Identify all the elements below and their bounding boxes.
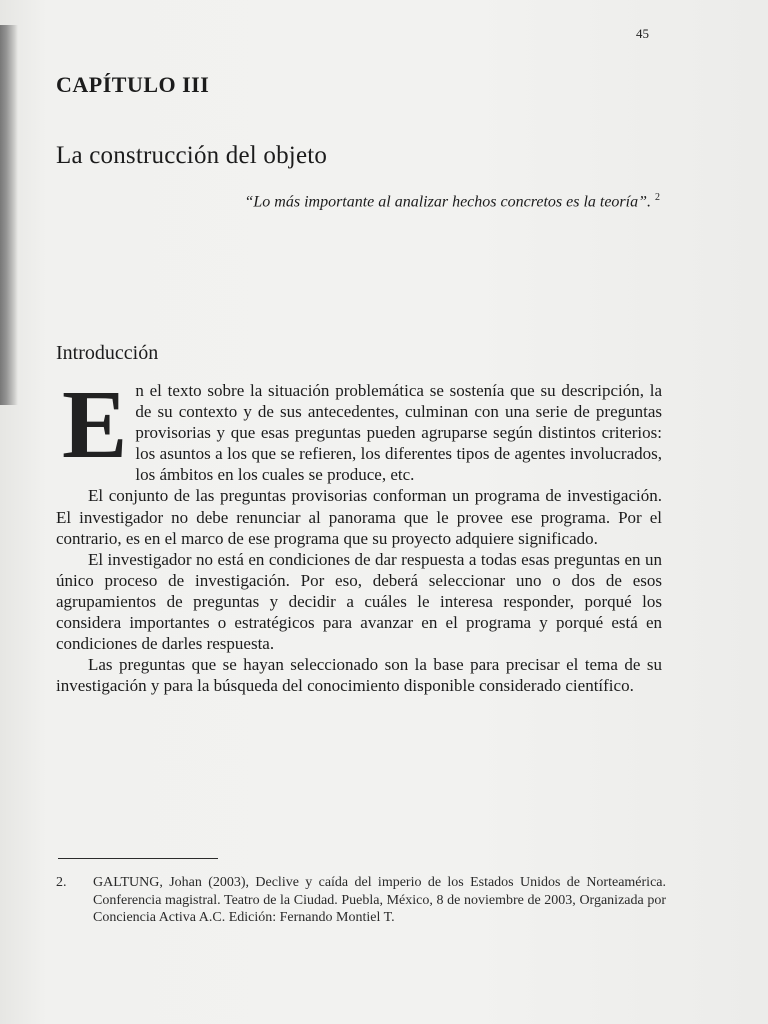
- epigraph: [240, 188, 660, 212]
- scan-shadow: [0, 25, 18, 405]
- chapter-heading: CAPÍTULO III: [56, 72, 210, 97]
- paragraph: Las preguntas que se hayan seleccionado son la base para precisar el tema de su investigación y para la búsqueda del conocimiento disponible considerado científico.: [56, 655, 662, 696]
- paragraph: El investigador no está en condiciones de dar respuesta a todas esas preguntas en un único proceso de investigación. Por eso, deberá seleccionar uno o dos de esos agrupamientos de preguntas y decidir a cuáles le interesa responder, porqué los considera importantes o estratégicos para avanzar en el programa y porqué está en condiciones de darles respuesta.: [56, 549, 662, 654]
- drop-cap: E: [62, 371, 128, 479]
- epigraph-text: “Lo más importante al analizar hechos concretos es la teoría”.: [244, 193, 651, 211]
- paragraph: El conjunto de las preguntas provisorias conforman un programa de investigación. El investigador no debe renunciar al panorama que le provee ese programa. Por el contrario, es en el marco de ese programa que su proyecto adquiere significado.: [56, 486, 662, 548]
- footnote-number: 2.: [56, 875, 67, 890]
- section-heading: Introducción: [56, 342, 159, 364]
- paragraph-text: n el texto sobre la situación problemática se sostenía que su descripción, la de su contexto y de sus antecedentes, culminan con una serie de preguntas provisorias y que esas preguntas pueden agruparse según distintos criterios: los asuntos a los que se refieren, los diferentes tipos de agentes involucrados, los ámbitos en los cuales se produce, etc.: [135, 381, 662, 485]
- epigraph-note-ref: 2: [655, 192, 660, 203]
- footnote-text: GALTUNG, Johan (2003), Declive y caída del imperio de los Estados Unidos de Norteamérica. Conferencia magistral. Teatro de la Ciudad. Puebla, México, 8 de noviembre de 2003, Organizada por Conciencia Activa A.C. Edición: Fernando Montiel T.: [93, 875, 666, 925]
- chapter-title: La construcción del objeto: [56, 142, 328, 169]
- body-text: [56, 371, 662, 696]
- paragraph: [56, 371, 662, 485]
- footnote-divider: [58, 858, 218, 859]
- page-number: 45: [636, 26, 649, 41]
